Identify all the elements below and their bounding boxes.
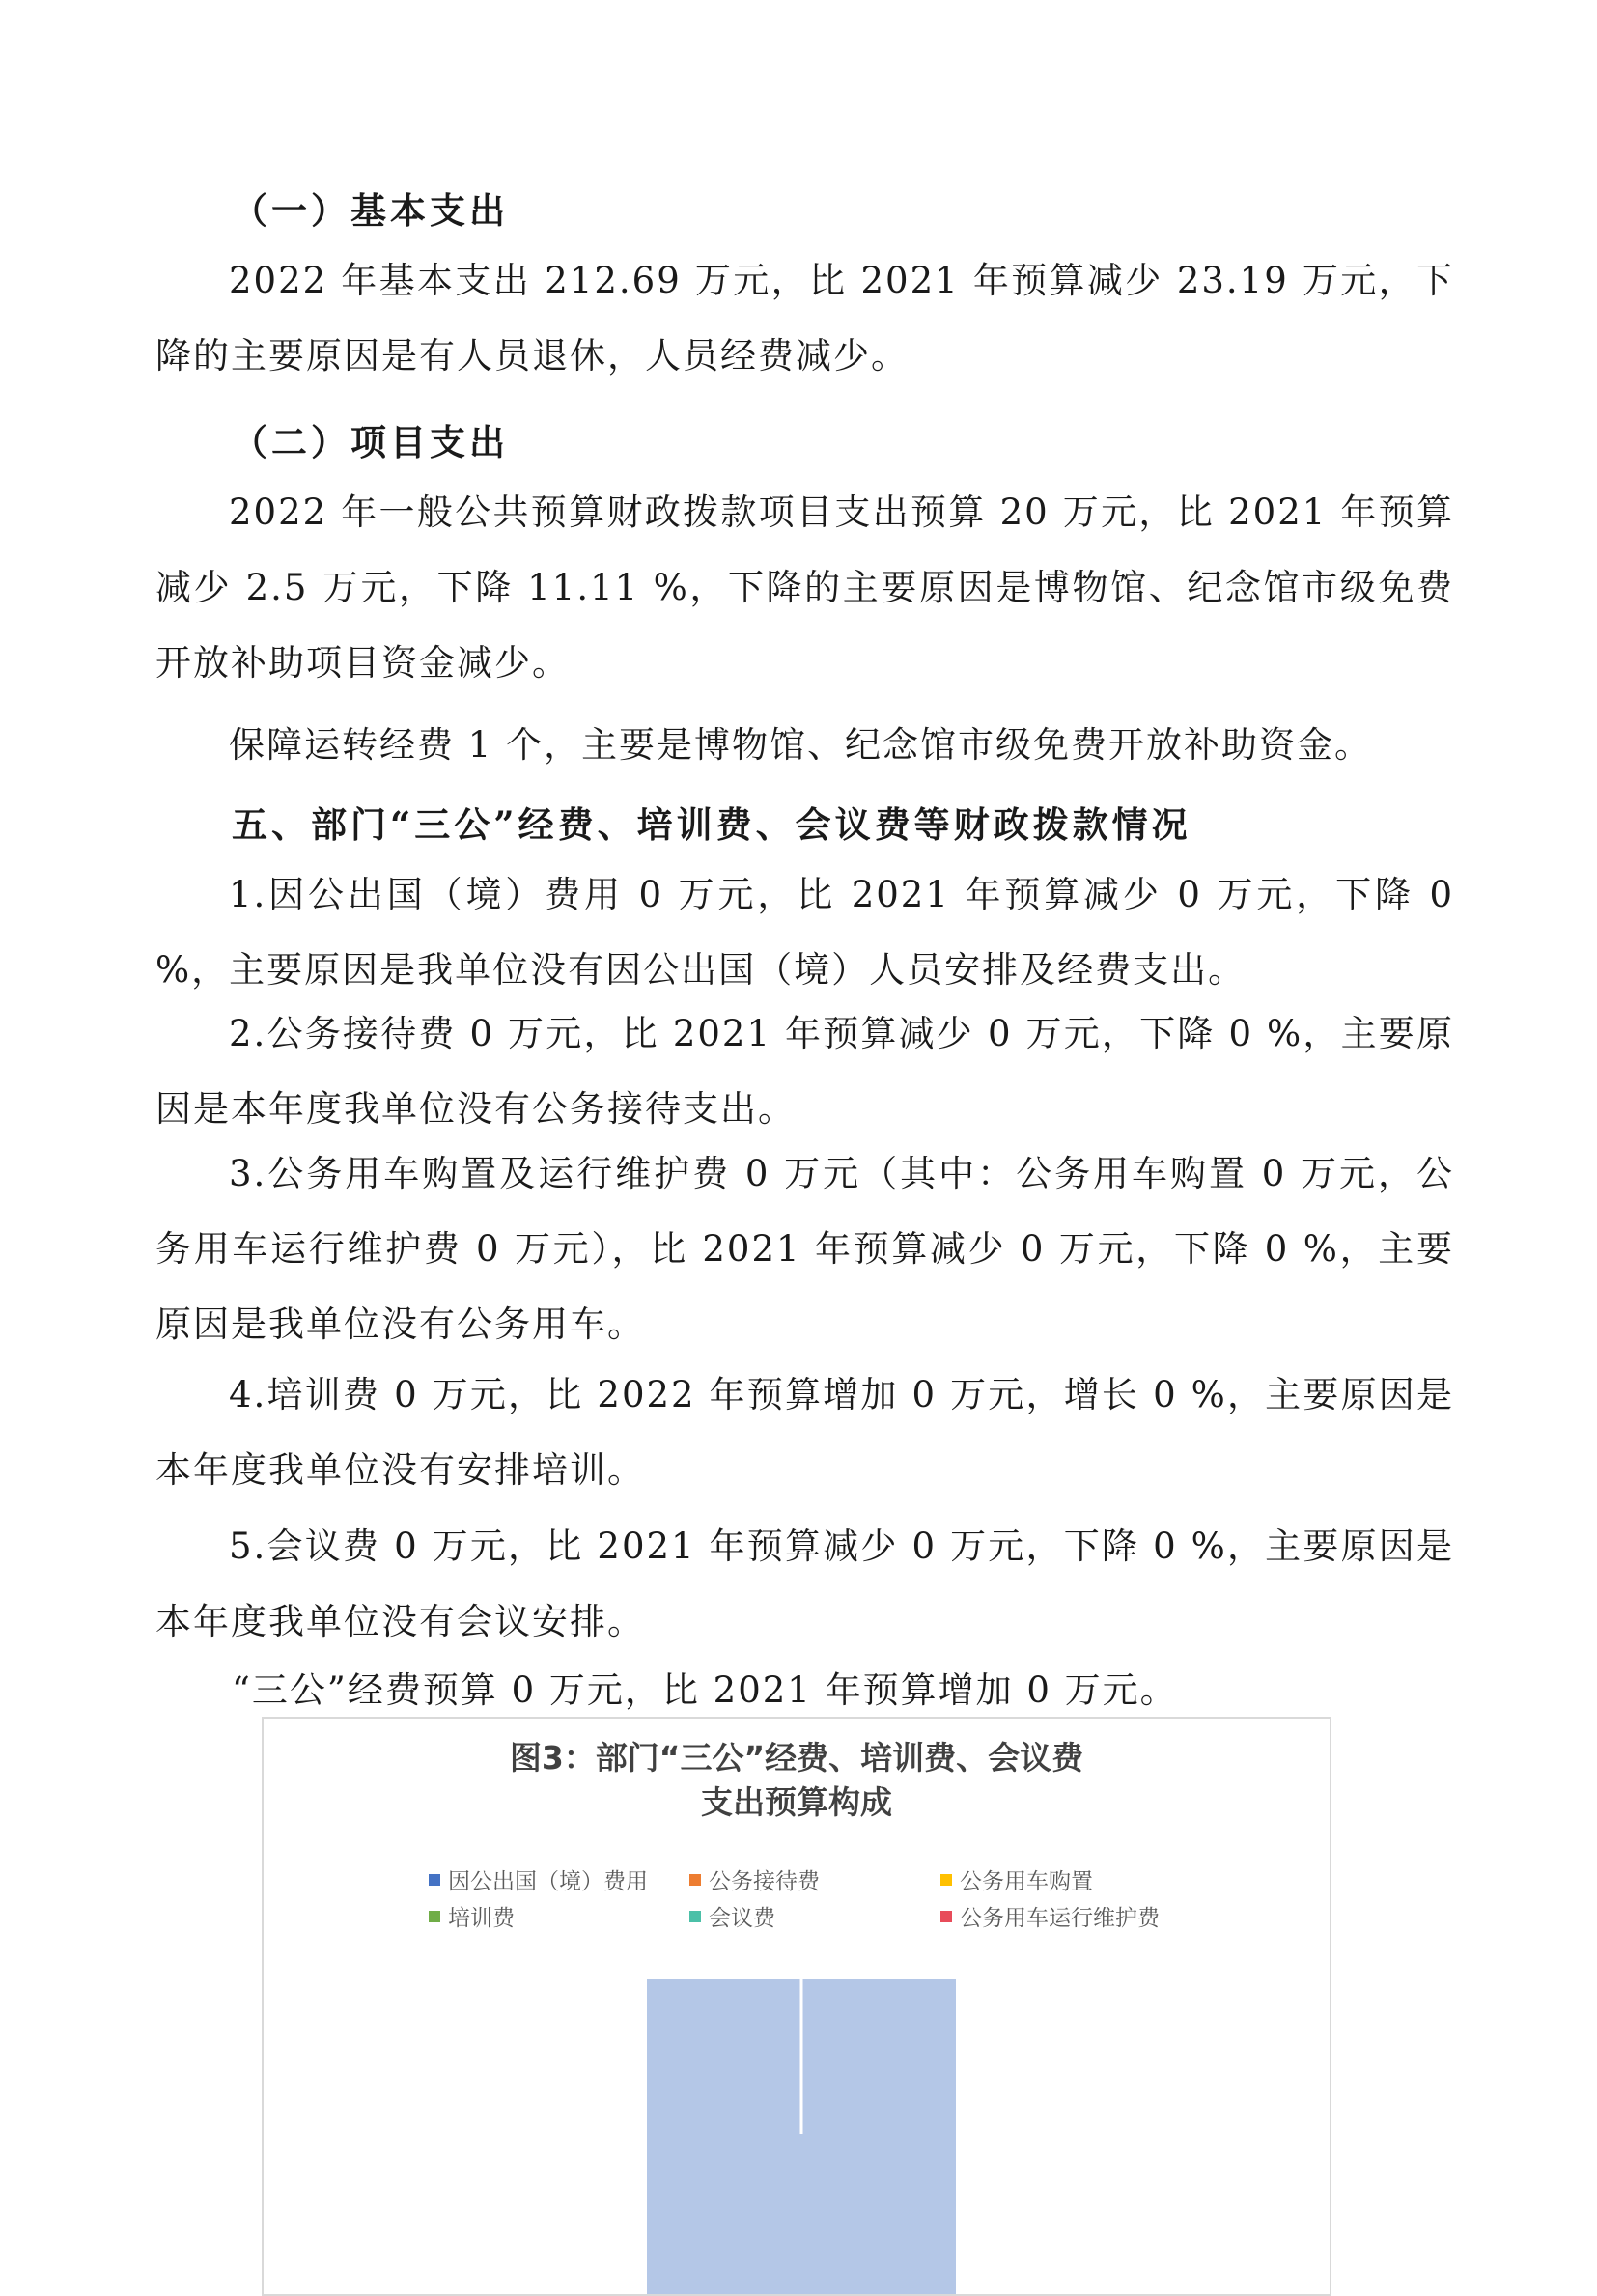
project-expenditure-heading: （二）项目支出 (232, 421, 509, 463)
chart-title-line2: 支出预算构成 (701, 1783, 892, 1821)
summary-line: “三公”经费预算 0 万元，比 2021 年预算增加 0 万元。 (232, 1669, 1178, 1711)
item2-paragraph: 2.公务接待费 0 万元，比 2021 年预算减少 0 万元，下降 0 %，主要原因是本年度我单位没有公务接待支出。 (155, 1013, 1454, 1130)
basic-expenditure-heading: （一）基本支出 (232, 189, 509, 232)
legend-label: 公务接待费 (709, 1869, 820, 1894)
legend-label: 培训费 (448, 1906, 515, 1931)
legend-label: 公务用车运行维护费 (960, 1906, 1160, 1931)
item5-paragraph: 5.会议费 0 万元，比 2021 年预算减少 0 万元，下降 0 %，主要原因是本年度我单位没有会议安排。 (155, 1526, 1454, 1642)
chart-title-line1: 图3：部门“三公”经费、培训费、会议费 (509, 1739, 1084, 1777)
chart-frame (262, 1717, 1331, 2296)
chart-plot (264, 1719, 1330, 2294)
legend-label: 因公出国（境）费用 (448, 1869, 648, 1894)
project-note-paragraph: 保障运转经费 1 个，主要是博物馆、纪念馆市级免费开放补助资金。 (229, 724, 1373, 766)
basic-expenditure-paragraph: 2022 年基本支出 212.69 万元，比 2021 年预算减少 23.19 万元，下降的主要原因是有人员退休，人员经费减少。 (155, 260, 1454, 377)
item4-paragraph: 4.培训费 0 万元，比 2022 年预算增加 0 万元，增长 0 %，主要原因是本年度我单位没有安排培训。 (155, 1374, 1454, 1491)
section5-heading: 五、部门“三公”经费、培训费、会议费等财政拨款情况 (232, 803, 1191, 846)
item3-paragraph: 3.公务用车购置及运行维护费 0 万元（其中：公务用车购置 0 万元，公务用车运行维护费 0 万元），比 2021 年预算减少 0 万元，下降 0 %，主要原因是我单位没有公务用车。 (155, 1153, 1454, 1345)
project-expenditure-paragraph: 2022 年一般公共预算财政拨款项目支出预算 20 万元，比 2021 年预算减少 2.5 万元，下降 11.11 %，下降的主要原因是博物馆、纪念馆市级免费开放补助项目资金减少。 (155, 491, 1454, 684)
legend-label: 公务用车购置 (960, 1869, 1093, 1894)
item1-paragraph: 1.因公出国（境）费用 0 万元，比 2021 年预算减少 0 万元，下降 0 %，主要原因是我单位没有因公出国（境）人员安排及经费支出。 (155, 874, 1454, 991)
legend-label: 会议费 (709, 1906, 775, 1931)
